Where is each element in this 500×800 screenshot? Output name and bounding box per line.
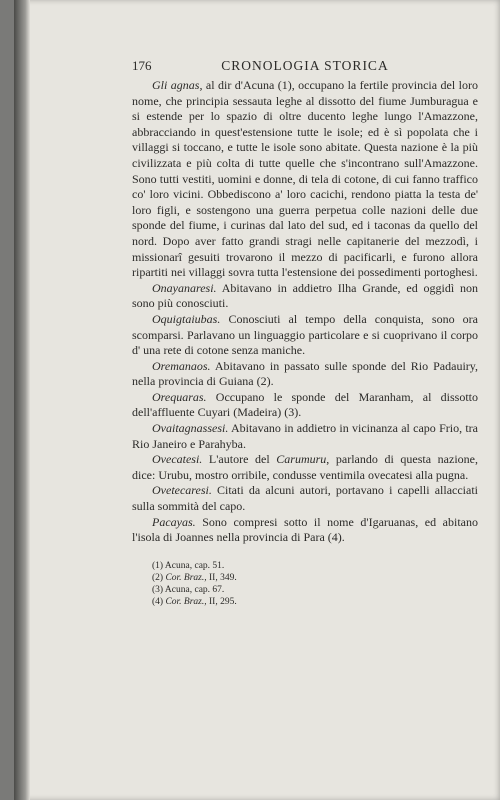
footnote-mark: (2) <box>152 572 164 583</box>
running-title: CRONOLOGIA STORICA <box>221 58 389 73</box>
entry-paragraph <box>132 452 478 483</box>
entry-paragraph <box>132 312 478 359</box>
entry-paragraph <box>132 483 478 514</box>
footnotes <box>152 560 478 608</box>
footnote-source: Cor. Braz., <box>163 572 207 583</box>
footnote <box>152 584 478 596</box>
entry-name: Gli agnas, <box>152 78 203 92</box>
entry-text: Sono compresi sotto il nome d'Igaruanas, ed abitano l'isola di Joannes nella provincia di Para (4). <box>132 514 478 545</box>
footnote-mark: (4) <box>152 596 164 607</box>
footnote-text: II, 349. <box>206 572 237 583</box>
entry-name: Oquigtaiubas. <box>152 311 221 326</box>
entry-text: Occupano le sponde del Maranham, al dissotto dell'affluente Cuyari (Madeira) (3). <box>132 389 478 420</box>
entry-paragraph <box>132 390 478 421</box>
entry-paragraph <box>132 421 478 452</box>
entry-text-before: L'autore del <box>202 452 277 467</box>
footnote-mark: (1) <box>152 560 164 571</box>
entry-paragraph <box>132 359 478 390</box>
entry-text: Citati da alcuni autori, portavano i capelli allacciati sulla sommità del capo. <box>132 483 478 514</box>
entry-text: Abitavano in addietro Ilha Grande, ed oggidì non sono più conosciuti. <box>132 280 478 311</box>
book-title: Carumuru <box>276 452 327 467</box>
footnote-mark: (3) <box>152 584 164 595</box>
book-page <box>14 0 500 800</box>
footnote-source: Cor. Braz., <box>163 596 207 607</box>
entry-text: Abitavano in passato sulle sponde del Rio Padauiry, nella provincia di Guiana (2). <box>132 358 478 389</box>
entry-paragraph <box>132 78 478 281</box>
page-content <box>132 58 478 608</box>
book-gutter-shadow <box>14 0 30 800</box>
footnote <box>152 596 478 608</box>
footnote <box>152 572 478 584</box>
entry-name: Orequaras. <box>152 389 207 404</box>
footnote-text: Acuna, cap. 51. <box>163 560 225 571</box>
footnote-text: Acuna, cap. 67. <box>163 584 225 595</box>
page-header <box>132 58 478 76</box>
entry-paragraph <box>132 281 478 312</box>
entry-paragraph <box>132 515 478 546</box>
entry-name: Ovaitagnassesi. <box>152 421 229 436</box>
entry-name: Onayanaresi. <box>152 280 217 295</box>
entry-text: Abitavano in addietro in vicinanza al capo Frio, tra Rio Janeiro e Parahyba. <box>132 421 478 451</box>
entry-name: Ovecatesi. <box>152 452 203 467</box>
entry-text: al dir d'Acuna (1), occupano la fertile provincia del loro nome, che principia sessauta leghe al dissotto del fiume Jumburagua e si estende per lo spazio di oltre ducento leghe lungo l'Amazzone, abbracciando in quest'estensione tutte le isole; ed è sì popolata che i villaggi si toccano, e tutte le isole sono abitate. Questa nazione è la più civilizzata e più colta di tutte quelle che s'incontrano sull'Amazzone. Sono tutti vestiti, uomini e donne, di tela di cotone, di cui fanno traffico co' loro vicini. Obbediscono a' loro cacichi, rendono piatta la testa de' loro figli, e sostengono una guerra perpetua colle nazioni delle due sponde del fiume, i curinas dal lato del sud, ed i taconas da quello del nord. Dopo aver fatto grandi stragi nelle capitanerie del mezzodì, i missionarî gesuiti trovarono il mezzo di pacificarli, e furono allora ripartiti nei villaggi sovra tutta l'estensione dei possedimenti portoghesi. <box>132 78 478 280</box>
entry-name: Ovetecaresi. <box>152 483 212 498</box>
entry-name: Oremanaos. <box>152 358 211 373</box>
page-number: 176 <box>132 58 152 73</box>
entry-text: Conosciuti al tempo della conquista, sono ora scomparsi. Parlavano un linguaggio particolare e si cuoprivano il corpo d' una rete di cotone senza maniche. <box>132 311 478 358</box>
footnote-text: II, 295. <box>206 596 237 607</box>
entry-text: , parlando di questa nazione, dice: Urubu, mostro orribile, condusse ventimila ovecatesi alla pugna. <box>132 452 478 482</box>
footnote <box>152 560 478 572</box>
entry-name: Pacayas. <box>152 514 196 529</box>
